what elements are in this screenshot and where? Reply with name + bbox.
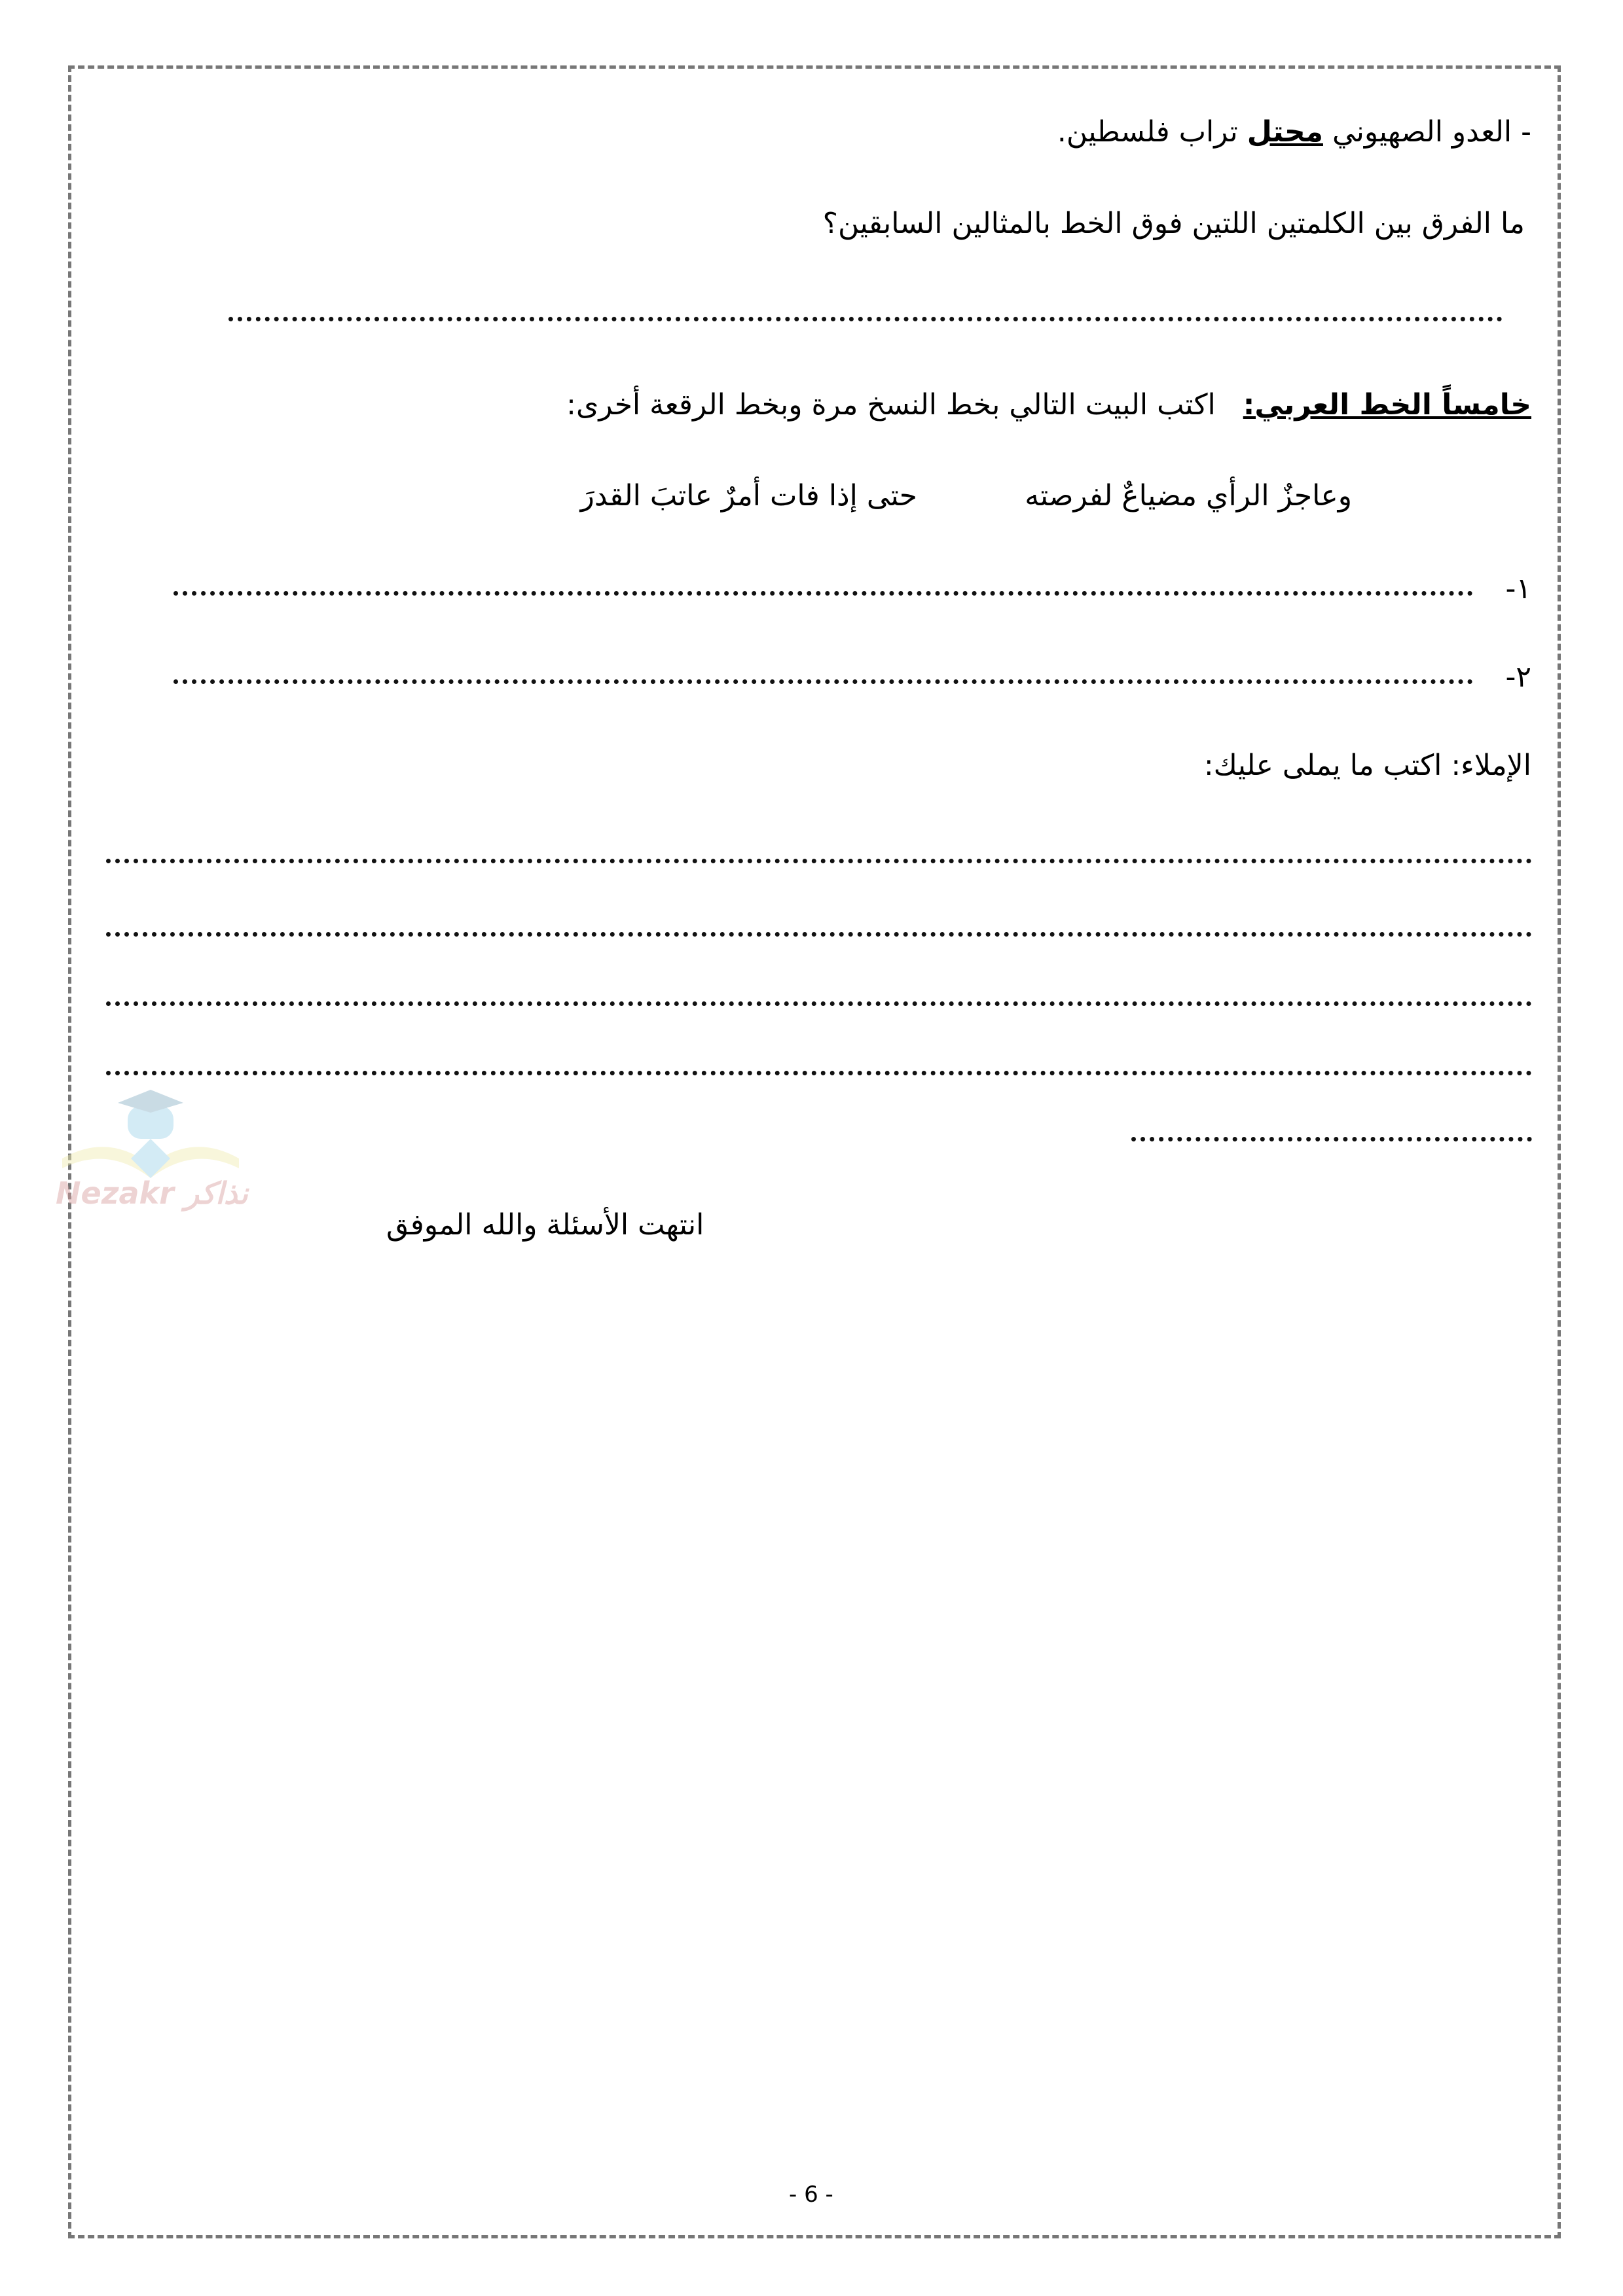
page-number: - 6 -	[789, 2181, 833, 2208]
answer-line[interactable]	[228, 317, 1503, 321]
example-suffix: تراب فلسطين.	[1057, 115, 1247, 149]
section-instruction: اكتب البيت التالي بخط النسخ مرة وبخط الرقعة أخرى:	[566, 388, 1216, 422]
dictation-label: الإملاء: اكتب ما يملى عليك:	[1203, 749, 1531, 782]
verse-second-hemistich: حتى إذا فات أمرٌ عاتبَ القدرَ	[580, 479, 917, 512]
watermark-text: Nezakr نذاكر	[56, 1175, 248, 1211]
graduate-book-icon	[56, 1086, 246, 1185]
watermark-logo	[56, 1086, 246, 1211]
question-text: ما الفرق بين الكلمتين اللتين فوق الخط بالمثالين السابقين؟	[822, 207, 1525, 240]
dictation-line-2[interactable]	[106, 932, 1532, 937]
example-sentence	[1057, 115, 1531, 149]
dictation-line-4[interactable]	[106, 1071, 1532, 1075]
underlined-word: محتل	[1247, 115, 1323, 149]
calligraphy-answer-line-1[interactable]	[173, 591, 1473, 596]
line-label-2: ٢-	[1505, 660, 1531, 694]
closing-text: انتهت الأسئلة والله الموفق	[386, 1208, 704, 1242]
calligraphy-section	[566, 388, 1531, 422]
line-label-1: ١-	[1505, 572, 1531, 605]
dictation-line-1[interactable]	[106, 859, 1532, 863]
example-prefix: - العدو الصهيوني	[1322, 115, 1531, 149]
verse-first-hemistich: وعاجزٌ الرأي مضياعٌ لفرصته	[1025, 479, 1352, 512]
dictation-line-3[interactable]	[106, 1001, 1532, 1006]
dictation-line-5[interactable]	[1131, 1137, 1532, 1141]
section-heading: خامساً الخط العربي:	[1243, 388, 1531, 422]
calligraphy-answer-line-2[interactable]	[173, 679, 1473, 684]
